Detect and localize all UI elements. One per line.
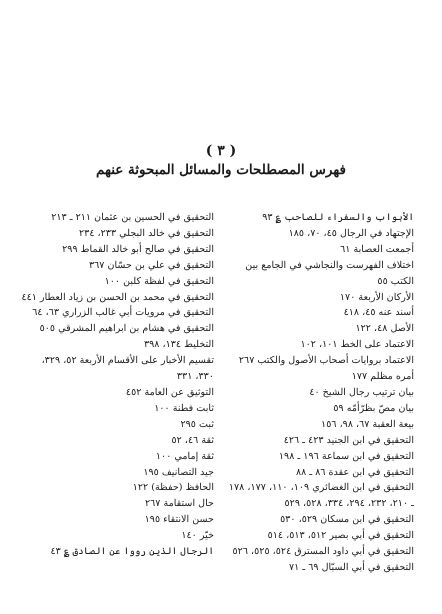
index-entry: التحقيق في أبي داود المسترق ٥٢٤، ٥٢٥، ٥٢٦ [232, 546, 414, 558]
index-entry: أجمعت العصابة ٦١ [340, 243, 414, 255]
index-entry: ثقة إمامي ١٠٠ [155, 450, 214, 462]
index-entry: التحقيق في علي بن حسّان ٣٦٧ [88, 259, 214, 271]
index-entry: التخليط ١٣٤، ٣٩٨ [144, 339, 214, 351]
index-entry: الرجال الذين رووا عن الصادق ؏ ٤٣ [50, 546, 214, 558]
index-entry: الاعتماد على الخط ١٠١، ١٠٢ [300, 339, 414, 351]
index-entry: بيعة العقبة ٦٧، ٩٨، ١٥٦ [321, 418, 414, 430]
index-column-right [226, 210, 414, 576]
index-entry: ثقة ٤٦، ٥٢ [171, 434, 214, 446]
index-entry: الاعتماد بروايات أصحاب الأصول والكتب ٢٦٧ [238, 355, 414, 367]
index-entry: التحقيق في ابن عقدة ٨٦ ـ ٨٨ [295, 466, 414, 478]
index-entry: أسند عنه ٤٥، ٤١٨ [343, 307, 414, 319]
index-entry: التحقيق في الحسين بن عثمان ٢١١ ـ ٢١٣ [51, 212, 214, 223]
index-entry: حسن الانتقاء ١٩٥ [144, 514, 214, 526]
section-number: ( ٣ ) [205, 143, 237, 159]
index-entry: التحقيق في ابن مسكان ٥٢٩، ٥٣٠ [280, 514, 414, 526]
index-entry: أمره مظلم ١٧٧ [351, 371, 414, 383]
index-entry: الإجتهاد في الرجال ٤٥، ٧٠، ١٨٥ [288, 227, 414, 239]
index-entry: بيان مصّ بظرّأمّه ٥٩ [333, 402, 414, 414]
index-entry: التحقيق في مرويات أبي غالب الزراري ٦٣، ٦٤ [32, 307, 214, 319]
index-entry: ثبت ٢٩٥ [180, 418, 214, 430]
index-entry: اختلاف الفهرست والنجاشي في الجامع بين الكتب ٥٥ [245, 259, 414, 287]
index-entry: التحقيق في ابن الغضائري ١٠٩، ١١٠، ١٧٧، ١٧٨ ـ ٢١٠، ٢٣٢، ٢٩٤، ٣٣٤، ٥٢٨، ٥٢٩ [228, 482, 414, 510]
section-title: فهرس المصطلحات والمسائل المبحوثة عنهم [96, 162, 346, 178]
index-column-left [20, 210, 214, 560]
index-entry: بيان ترتيب رجال الشيخ ٤٠ [309, 386, 414, 398]
index-entry: التحقيق في لفظة كلبن ١٠٠ [104, 275, 214, 287]
index-entry: التحقيق في محمد بن الحسن بن زياد العطار ٤٤١ [21, 291, 214, 303]
index-entry: الأبواب والسفراء للصاحب ؏ ٩٣ [262, 212, 414, 223]
index-entry: التحقيق في ابن الجنيد ٤٢٣ ـ ٤٢٦ [283, 434, 414, 446]
index-entry: جيد التصانيف ١٩٥ [143, 466, 214, 478]
index-entry: الأركان الأربعة ١٧٠ [339, 291, 414, 303]
index-entry: تقسيم الأخبار على الأقسام الأربعة ٥٢، ٣٢٩، ٣٣٠، ٣٣١ [41, 355, 214, 383]
index-entry: حال استقامة ٢٦٧ [144, 498, 214, 510]
index-entry: التحقيق في أبي السبّال ٦٩ ـ ٧١ [288, 561, 414, 573]
index-entry: ثابت فطنة ١٠٠ [154, 402, 214, 414]
index-entry: الأصل ٤٨، ١٢٢ [355, 323, 414, 335]
index-entry: التحقيق في خالد البجلي ٢٣٣، ٢٣٤ [79, 227, 214, 239]
index-entry: التوثيق عن العامة ٤٥٢ [125, 386, 214, 398]
index-entry: التحقيق في صالح أبو خالد القماط ٢٩٩ [62, 243, 214, 255]
index-entry: الحافظ (حفظة) ١٢٢ [132, 482, 214, 494]
index-entry: التحقيق في أبي بصير ٥١٢، ٥١٣، ٥١٤ [267, 530, 414, 542]
index-entry: التحقيق في ابن سماعة ١٩٦ ـ ١٩٨ [278, 450, 414, 462]
index-entry: التحقيق في هشام بن ابراهيم المشرقي ٥٠٥ [39, 323, 214, 335]
index-entry: خيّر ١٤٠ [181, 530, 214, 542]
